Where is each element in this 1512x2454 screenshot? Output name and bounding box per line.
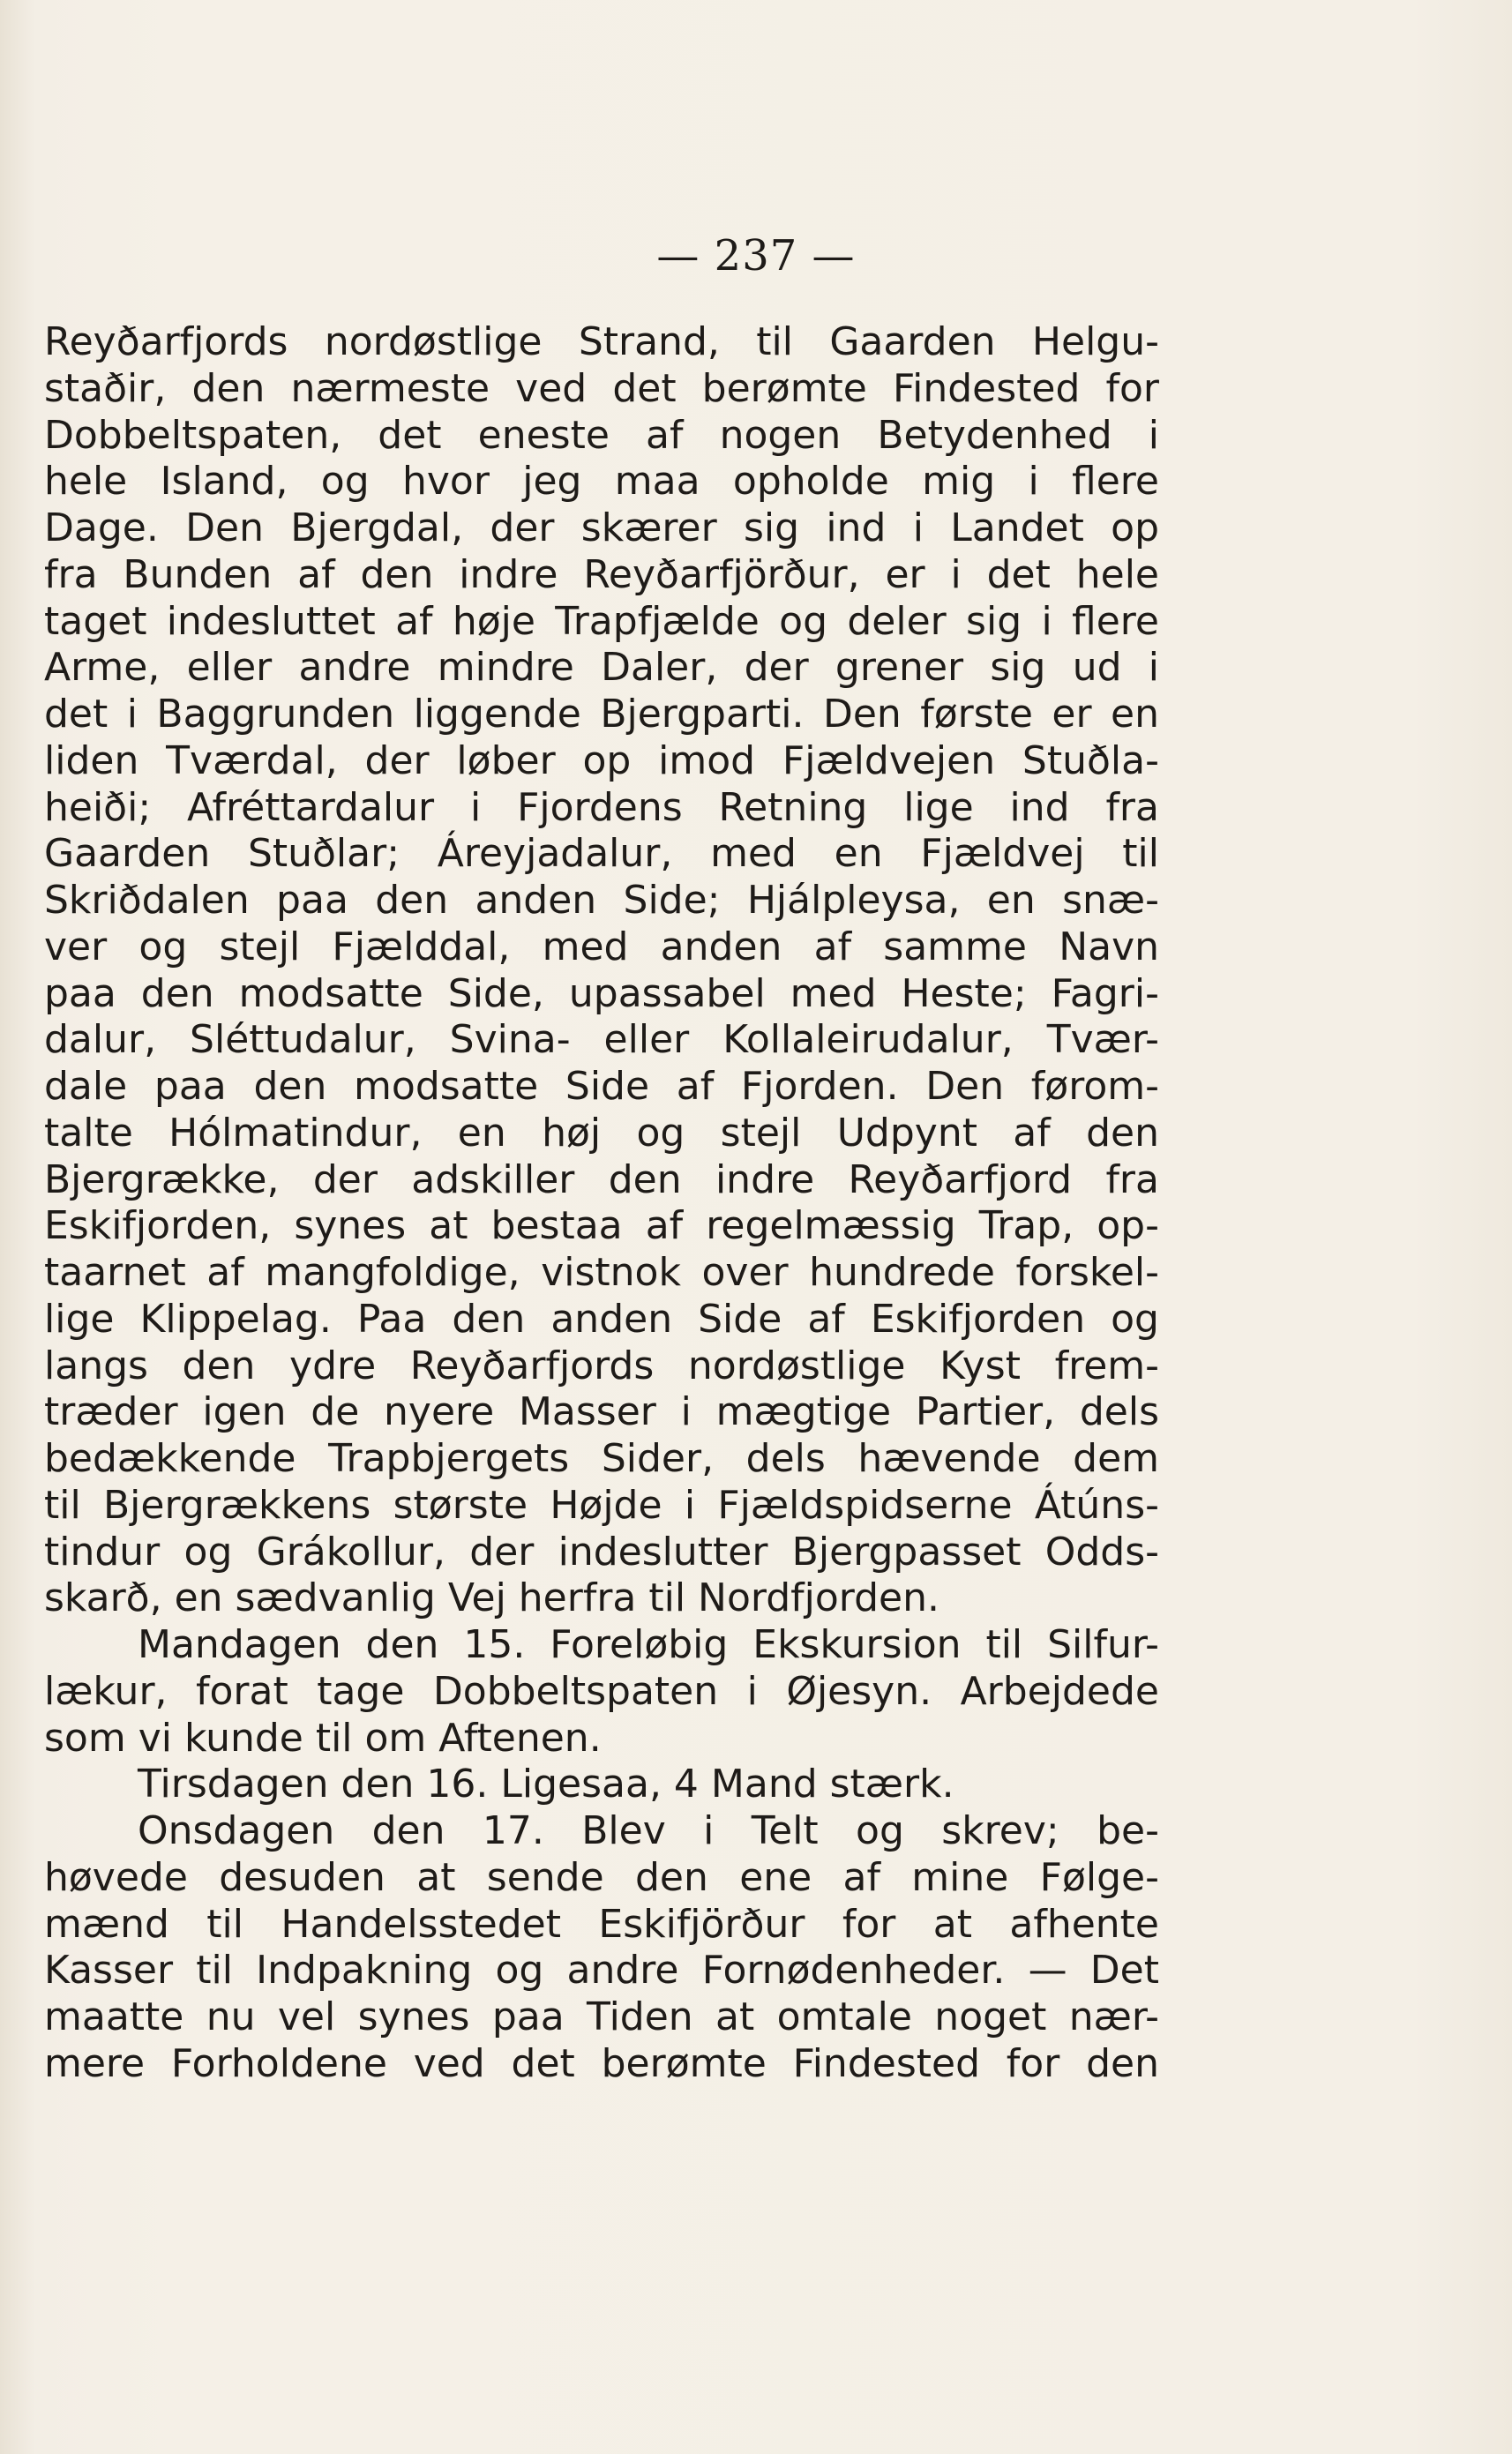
text-line: Reyðarfjords nordøstlige Strand, til Gaarden Helgu- xyxy=(44,319,1159,364)
text-line: Arme, eller andre mindre Daler, der grener sig ud i xyxy=(44,645,1159,691)
page-number: — 237 — xyxy=(656,231,856,281)
text-line: træder igen de nyere Masser i mægtige Partier, dels xyxy=(44,1389,1159,1435)
text-line: Onsdagen den 17. Blev i Telt og skrev; be- xyxy=(138,1808,1159,1853)
text-line: taget indesluttet af høje Trapfjælde og deler sig i flere xyxy=(44,598,1159,644)
text-line: som vi kunde til om Aftenen. xyxy=(44,1715,602,1761)
text-line: lækur, forat tage Dobbeltspaten i Øjesyn. Arbejdede xyxy=(44,1668,1159,1714)
text-line: det i Baggrunden liggende Bjergparti. Den første er en xyxy=(44,692,1159,737)
text-line: dale paa den modsatte Side af Fjorden. Den førom- xyxy=(44,1064,1159,1109)
text-line: langs den ydre Reyðarfjords nordøstlige Kyst frem- xyxy=(44,1343,1159,1388)
text-line: fra Bunden af den indre Reyðarfjörður, er i det hele xyxy=(44,551,1159,597)
text-line: lige Klippelag. Paa den anden Side af Eskifjorden og xyxy=(44,1296,1159,1342)
text-line: maatte nu vel synes paa Tiden at omtale noget nær- xyxy=(44,1994,1159,2039)
text-line: liden Tværdal, der løber op imod Fjældvejen Stuðla- xyxy=(44,737,1159,783)
text-line: Dage. Den Bjergdal, der skærer sig ind i Landet op xyxy=(44,505,1159,550)
text-line: heiði; Afréttardalur i Fjordens Retning lige ind fra xyxy=(44,784,1159,830)
text-line: Bjergrække, der adskiller den indre Reyðarfjord fra xyxy=(44,1156,1159,1202)
text-line: tindur og Grákollur, der indeslutter Bjergpasset Odds- xyxy=(44,1529,1159,1575)
text-line: Kasser til Indpakning og andre Fornødenheder. — Det xyxy=(44,1948,1159,1994)
text-line: mænd til Handelsstedet Eskifjörður for at afhente xyxy=(44,1901,1159,1947)
text-line: Eskifjorden, synes at bestaa af regelmæssig Trap, op- xyxy=(44,1203,1159,1249)
text-line: staðir, den nærmeste ved det berømte Findested for xyxy=(44,365,1159,411)
text-line: taarnet af mangfoldige, vistnok over hundrede forskel- xyxy=(44,1250,1159,1295)
text-line: høvede desuden at sende den ene af mine Følge- xyxy=(44,1854,1159,1900)
text-line: Dobbeltspaten, det eneste af nogen Betydenhed i xyxy=(44,412,1159,458)
text-line: bedækkende Trapbjergets Sider, dels hævende dem xyxy=(44,1436,1159,1481)
text-line: talte Hólmatindur, en høj og stejl Udpynt af den xyxy=(44,1110,1159,1156)
text-line: paa den modsatte Side, upassabel med Heste; Fagri- xyxy=(44,970,1159,1016)
text-line: Mandagen den 15. Foreløbig Ekskursion til Silfur- xyxy=(138,1622,1159,1667)
text-line: mere Forholdene ved det berømte Findested for den xyxy=(44,2040,1159,2086)
text-line: hele Island, og hvor jeg maa opholde mig i flere xyxy=(44,459,1159,505)
text-line: skarð, en sædvanlig Vej herfra til Nordfjorden. xyxy=(44,1575,939,1621)
body-text xyxy=(44,319,1159,2088)
text-line: Gaarden Stuðlar; Áreyjadalur, med en Fjældvej til xyxy=(44,831,1159,877)
text-line: ver og stejl Fjælddal, med anden af samme Navn xyxy=(44,924,1159,969)
text-line: Skriðdalen paa den anden Side; Hjálpleysa, en snæ- xyxy=(44,878,1159,923)
text-line: til Bjergrækkens største Højde i Fjældspidserne Átúns- xyxy=(44,1482,1159,1528)
text-line: dalur, Sléttudalur, Svina- eller Kollaleirudalur, Tvær- xyxy=(44,1017,1159,1063)
text-line: Tirsdagen den 16. Ligesaa, 4 Mand stærk. xyxy=(138,1762,954,1807)
